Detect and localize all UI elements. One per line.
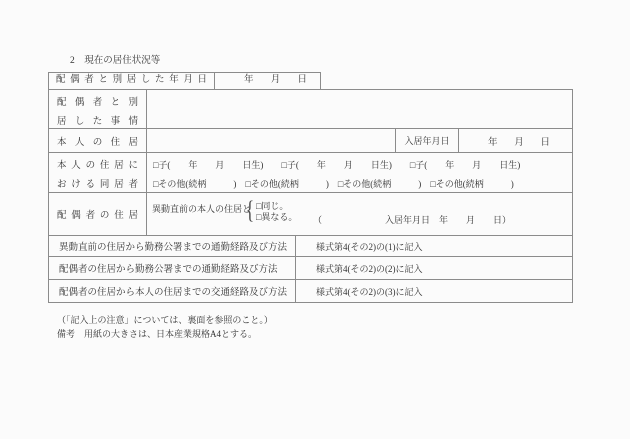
label-line: 本人の住居	[57, 137, 138, 148]
spouse-residence-row	[49, 193, 572, 236]
cohabitants-row	[49, 153, 572, 193]
spouse-residence-options	[256, 201, 297, 223]
brace-glyph: {	[245, 197, 255, 224]
move-in-date-value	[458, 129, 572, 152]
route-row-2	[49, 257, 572, 280]
spouse-residence-label	[49, 193, 147, 235]
route-2-value: 様式第4(その2)の(2)に記入	[316, 263, 423, 274]
separation-date-value: 年 月 日	[244, 75, 307, 85]
separation-reason-label	[49, 90, 147, 128]
label-line: おける同居者	[57, 180, 138, 190]
label-line: 配偶者と別	[57, 98, 138, 108]
section-title: 2 現在の居住状況等	[70, 56, 161, 66]
note-caution: （「記入上の注意」については、裏面を参照のこと。）	[57, 315, 273, 325]
option-same: □同じ。	[256, 201, 289, 211]
separation-date-label: 配偶者と別居した年月日	[49, 73, 215, 89]
label-line: 配偶者の住居	[57, 211, 138, 221]
others-checkbox-line: □その他(続柄 ) □その他(続柄 ) □その他(続柄 ) □その他(続柄 )	[153, 179, 514, 189]
spouse-residence-value	[147, 193, 572, 235]
separation-reason-row	[49, 90, 572, 129]
route-1-value: 様式第4(その2)の(1)に記入	[316, 241, 423, 252]
residence-status-table	[48, 89, 573, 303]
move-in-date-label: 入居年月日	[395, 129, 458, 152]
route-2-label: 配偶者の住居から勤務公署までの通勤経路及び方法	[49, 257, 296, 279]
route-1-label: 異動直前の住居から勤務公署までの通勤経路及び方法	[49, 236, 296, 256]
separation-reason-value	[147, 90, 572, 128]
footer-notes	[57, 313, 273, 341]
cohabitants-label	[49, 153, 147, 192]
route-3-label: 配偶者の住居から本人の住居までの交通経路及び方法	[49, 280, 296, 302]
children-checkbox-line: □子( 年 月 日生) □子( 年 月 日生) □子( 年 月 日生)	[153, 160, 521, 170]
label-line: 本人の住居に	[57, 161, 138, 171]
separation-date-row	[48, 72, 321, 89]
route-row-3	[49, 280, 572, 302]
note-paper-size: 備考 用紙の大きさは、日本産業規格A4とする。	[57, 329, 258, 339]
option-different: □異なる。	[256, 212, 298, 222]
route-row-1	[49, 236, 572, 257]
spouse-residence-lead: 異動直前の本人の住居と	[152, 204, 252, 214]
route-3-value: 様式第4(その2)の(3)に記入	[316, 286, 423, 297]
own-residence-label	[49, 129, 147, 152]
label-line: 居した事情	[57, 117, 138, 127]
own-residence-row	[49, 129, 572, 153]
spouse-move-in-date: （ 入居年月日 年 月 日）	[313, 215, 512, 225]
own-residence-value	[147, 129, 395, 152]
date-placeholder: 年 月 日	[488, 137, 550, 148]
cohabitants-value	[147, 153, 572, 192]
